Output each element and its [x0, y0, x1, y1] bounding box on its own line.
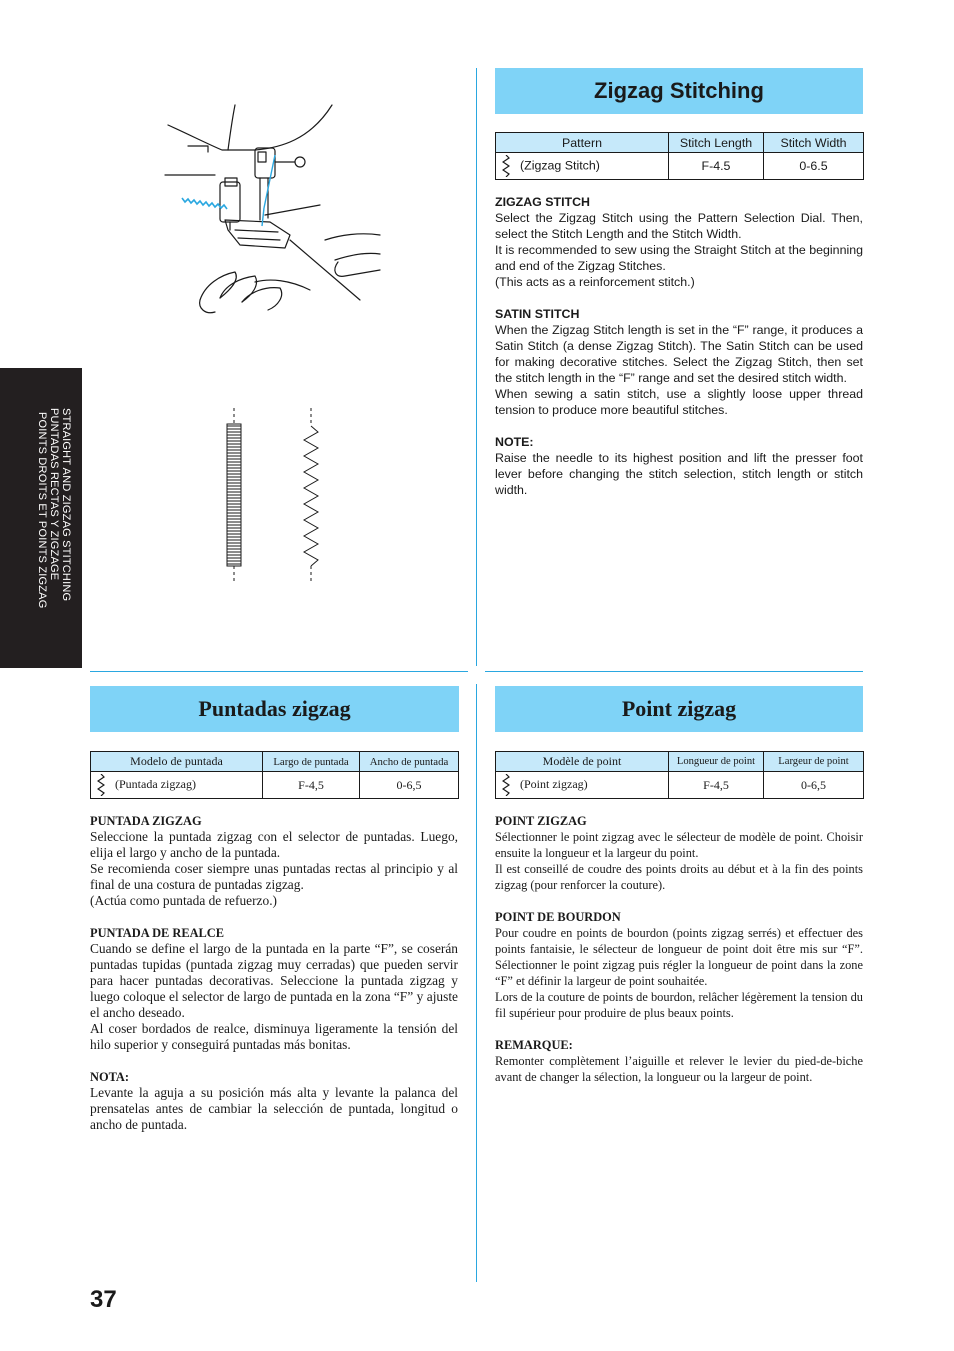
section-heading: NOTE: — [495, 435, 534, 449]
side-section-tab — [0, 368, 82, 668]
zigzag-stitch-icon — [97, 774, 105, 796]
spanish-body — [90, 813, 458, 1133]
table-cell-length: F-4,5 — [669, 772, 764, 799]
column-divider-top — [476, 68, 477, 666]
table-cell-width: 0-6.5 — [764, 153, 864, 180]
table-header-pattern: Modelo de puntada — [91, 752, 263, 772]
paragraph: Lors de la couture de points de bourdon, relâcher légèrement la tension du fil supérieur pour produire de plus beaux points. — [495, 990, 863, 1020]
paragraph: Select the Zigzag Stitch using the Pattern Selection Dial. Then, select the Stitch Length and the Stitch Width. — [495, 211, 863, 241]
english-title: Zigzag Stitching — [594, 78, 764, 103]
section-heading: NOTA: — [90, 1070, 130, 1084]
paragraph: Se recomienda coser siempre unas puntadas rectas al principio y al final de una costura de puntadas zigzag. — [90, 861, 458, 892]
side-tab-line-es: PUNTADAS RECTAS Y ZIGZAGE — [48, 408, 60, 581]
section-heading: PUNTADA DE REALCE — [90, 926, 225, 940]
table-header-length: Largo de puntada — [263, 752, 360, 772]
sewing-machine-illustration — [160, 100, 390, 320]
table-header-pattern: Modèle de point — [496, 752, 669, 772]
section-divider-right — [485, 671, 863, 672]
paragraph: Remonter complètement l’aiguille et relever le levier du pied-de-biche avant de changer la sélection, la longueur ou la largeur de point. — [495, 1054, 863, 1084]
paragraph: It is recommended to sew using the Straight Stitch at the beginning and end of the Zigzag Stitches. — [495, 243, 863, 273]
side-tab-line-en: STRAIGHT AND ZIGZAG STITCHING — [60, 408, 72, 602]
french-stitch-table — [495, 751, 864, 799]
table-header-width: Largeur de point — [764, 752, 864, 772]
table-header-width: Ancho de puntada — [360, 752, 459, 772]
english-body — [495, 194, 863, 498]
english-stitch-table — [495, 132, 864, 180]
spanish-title: Puntadas zigzag — [198, 696, 351, 721]
paragraph: Pour coudre en points de bourdon (points zigzag serrés) et effectuer des points fantaisie, le sélecteur de longueur de point doit être mis sur “F”. Sélectionner le point zigzag puis régler la longueur de point dans la zone “F” et définir la largeur de point souhaitée. — [495, 926, 863, 988]
section-divider-left — [90, 671, 468, 672]
french-title: Point zigzag — [621, 696, 737, 721]
paragraph: Sélectionner le point zigzag avec le sélecteur de modèle de point. Choisir ensuite la longueur et la largeur du point. — [495, 830, 863, 860]
table-cell-pattern: (Point zigzag) — [496, 772, 669, 799]
spanish-title-bar — [90, 686, 459, 732]
table-cell-pattern: (Puntada zigzag) — [91, 772, 263, 799]
spanish-stitch-table — [90, 751, 459, 799]
page-number: 37 — [90, 1286, 117, 1313]
table-cell-length: F-4,5 — [263, 772, 360, 799]
paragraph: (Actúa como puntada de refuerzo.) — [90, 893, 278, 908]
section-heading: POINT ZIGZAG — [495, 814, 587, 828]
paragraph: Al coser bordados de realce, disminuya ligeramente la tensión del hilo superior y conseguirá puntadas más bonitas. — [90, 1021, 458, 1052]
table-header-width: Stitch Width — [764, 133, 864, 153]
section-heading: REMARQUE: — [495, 1038, 573, 1052]
french-body — [495, 813, 863, 1085]
table-cell-width: 0-6,5 — [764, 772, 864, 799]
satin-stitch-illustration — [222, 408, 246, 582]
zigzag-stitch-icon — [502, 155, 510, 177]
table-cell-length: F-4.5 — [669, 153, 764, 180]
paragraph: (This acts as a reinforcement stitch.) — [495, 275, 695, 289]
side-tab-line-fr: POINTS DROITS ET POINTS ZIGZAG — [36, 412, 48, 609]
section-heading: ZIGZAG STITCH — [495, 195, 590, 209]
section-heading: PUNTADA ZIGZAG — [90, 814, 202, 828]
paragraph: When sewing a satin stitch, use a slightly loose upper thread tension to produce more beautiful stitches. — [495, 387, 863, 417]
english-title-bar — [495, 68, 863, 114]
table-header-length: Longueur de point — [669, 752, 764, 772]
table-cell-width: 0-6,5 — [360, 772, 459, 799]
paragraph: Seleccione la puntada zigzag con el selector de puntadas. Luego, elija el largo y ancho de la puntada. — [90, 829, 458, 860]
paragraph: Cuando se define el largo de la puntada en la parte “F”, se coserán puntadas tupidas (puntada zigzag muy cerradas) que pueden servir para hacer puntadas decorativas. Seleccione la puntada zigzag y luego coloque el selector de largo de puntada en la zona “F” y ajuste el ancho deseado. — [90, 941, 458, 1020]
table-header-pattern: Pattern — [496, 133, 669, 153]
table-cell-pattern: (Zigzag Stitch) — [496, 153, 669, 180]
section-heading: SATIN STITCH — [495, 307, 580, 321]
paragraph: Raise the needle to its highest position and lift the presser foot lever before changing the stitch selection, stitch length or stitch width. — [495, 451, 863, 497]
zigzag-stitch-illustration — [298, 408, 324, 582]
column-divider-bottom — [476, 684, 477, 1282]
paragraph: When the Zigzag Stitch length is set in the “F” range, it produces a Satin Stitch (a dense Zigzag Stitch). The Satin Stitch can be used for making decorative stitches. Select the Zigzag Stitch, then set the stitch length in the “F” range and set the desired stitch width. — [495, 323, 863, 385]
paragraph: Levante la aguja a su posición más alta y levante la palanca del prensatelas antes de cambiar la selección de puntada, longitud o ancho de puntada. — [90, 1085, 458, 1132]
table-header-length: Stitch Length — [669, 133, 764, 153]
zigzag-stitch-icon — [502, 774, 510, 796]
paragraph: Il est conseillé de coudre des points droits au début et à la fin des points zigzag (pour renforcer la couture). — [495, 862, 863, 892]
french-title-bar — [495, 686, 863, 732]
section-heading: POINT DE BOURDON — [495, 910, 621, 924]
